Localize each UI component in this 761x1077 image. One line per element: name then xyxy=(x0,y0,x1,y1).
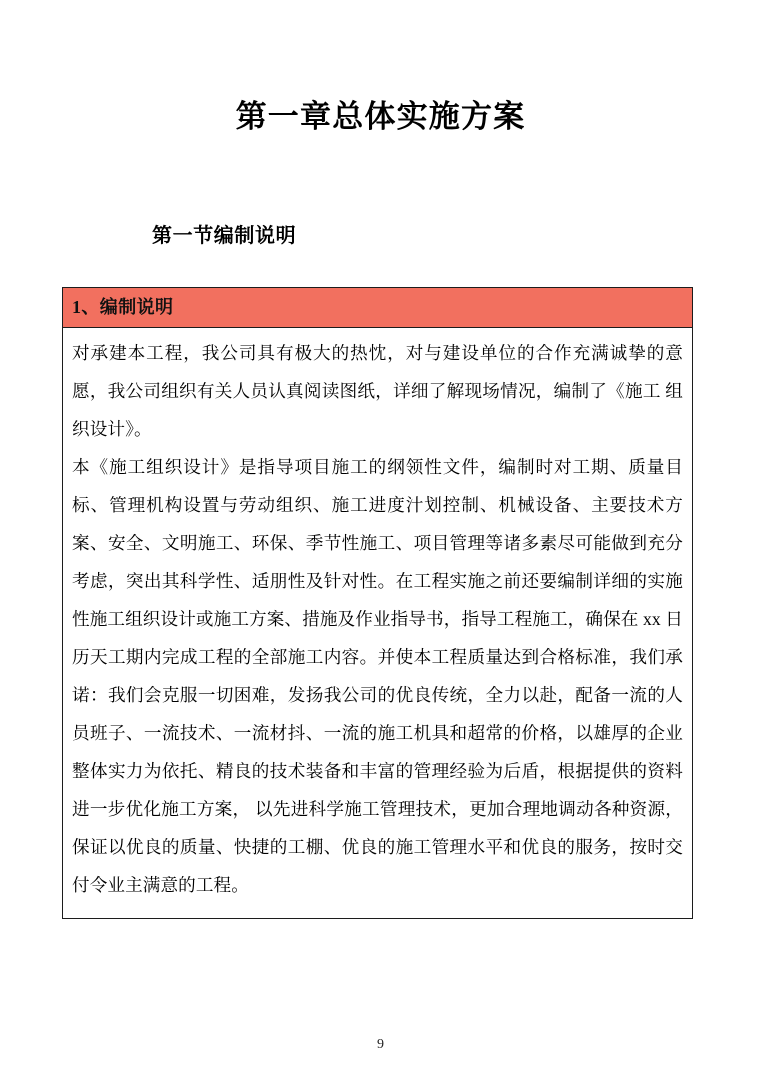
body-paragraph: 本《施工组织设计》是指导项目施工的纲领性文件，编制时对工期、质量目标、管理机构设置与劳动组织、施工进度汁划控制、机械设备、主要技术方 案、安全、文明施工、环保、季节性施工、项目管理等诸多素尽可能做到充分 考虑，突出其科学性、适朋性及针对性。在工程实施之前还要编制详细的实施 性施工组织设计或施工方案、措施及作业指导书，指导工程施工，确保在 xx 日 历天工期内完成工程的全部施工内容。并使本工程质量达到合格标准，我们承 诺：我们会克服一切困难，发扬我公司的优良传统，全力以赴，配备一流的人 员班子、一流技术、一流材抖、一流的施工机具和超常的价格，以雄厚的企业 整体实力为依托、精良的技术装备和丰富的管理经验为后盾，根据提供的资料 进一步优化施工方案， 以先进科学施工管理技术，更加合理地调动各种资源， 保证以优良的质量、快捷的工棚、优良的施工管理水平和优良的服务，按时交 付令业主满意的工程。 xyxy=(72,457,683,895)
table-body-cell xyxy=(63,328,692,918)
body-paragraph: 对承建本工程，我公司具有极大的热忱，对与建设单位的合作充满诚挚的意愿，我公司组织有关人员认真阅读图纸，详细了解现场情况，编制了《施工 组织设计》。 xyxy=(72,343,683,439)
content-table xyxy=(62,287,693,919)
table-header-cell: 1、编制说明 xyxy=(63,288,692,328)
chapter-title: 第一章总体实施方案 xyxy=(235,99,526,134)
page-number: 9 xyxy=(377,1037,384,1052)
section-title: 第一节编制说明 xyxy=(152,225,297,247)
